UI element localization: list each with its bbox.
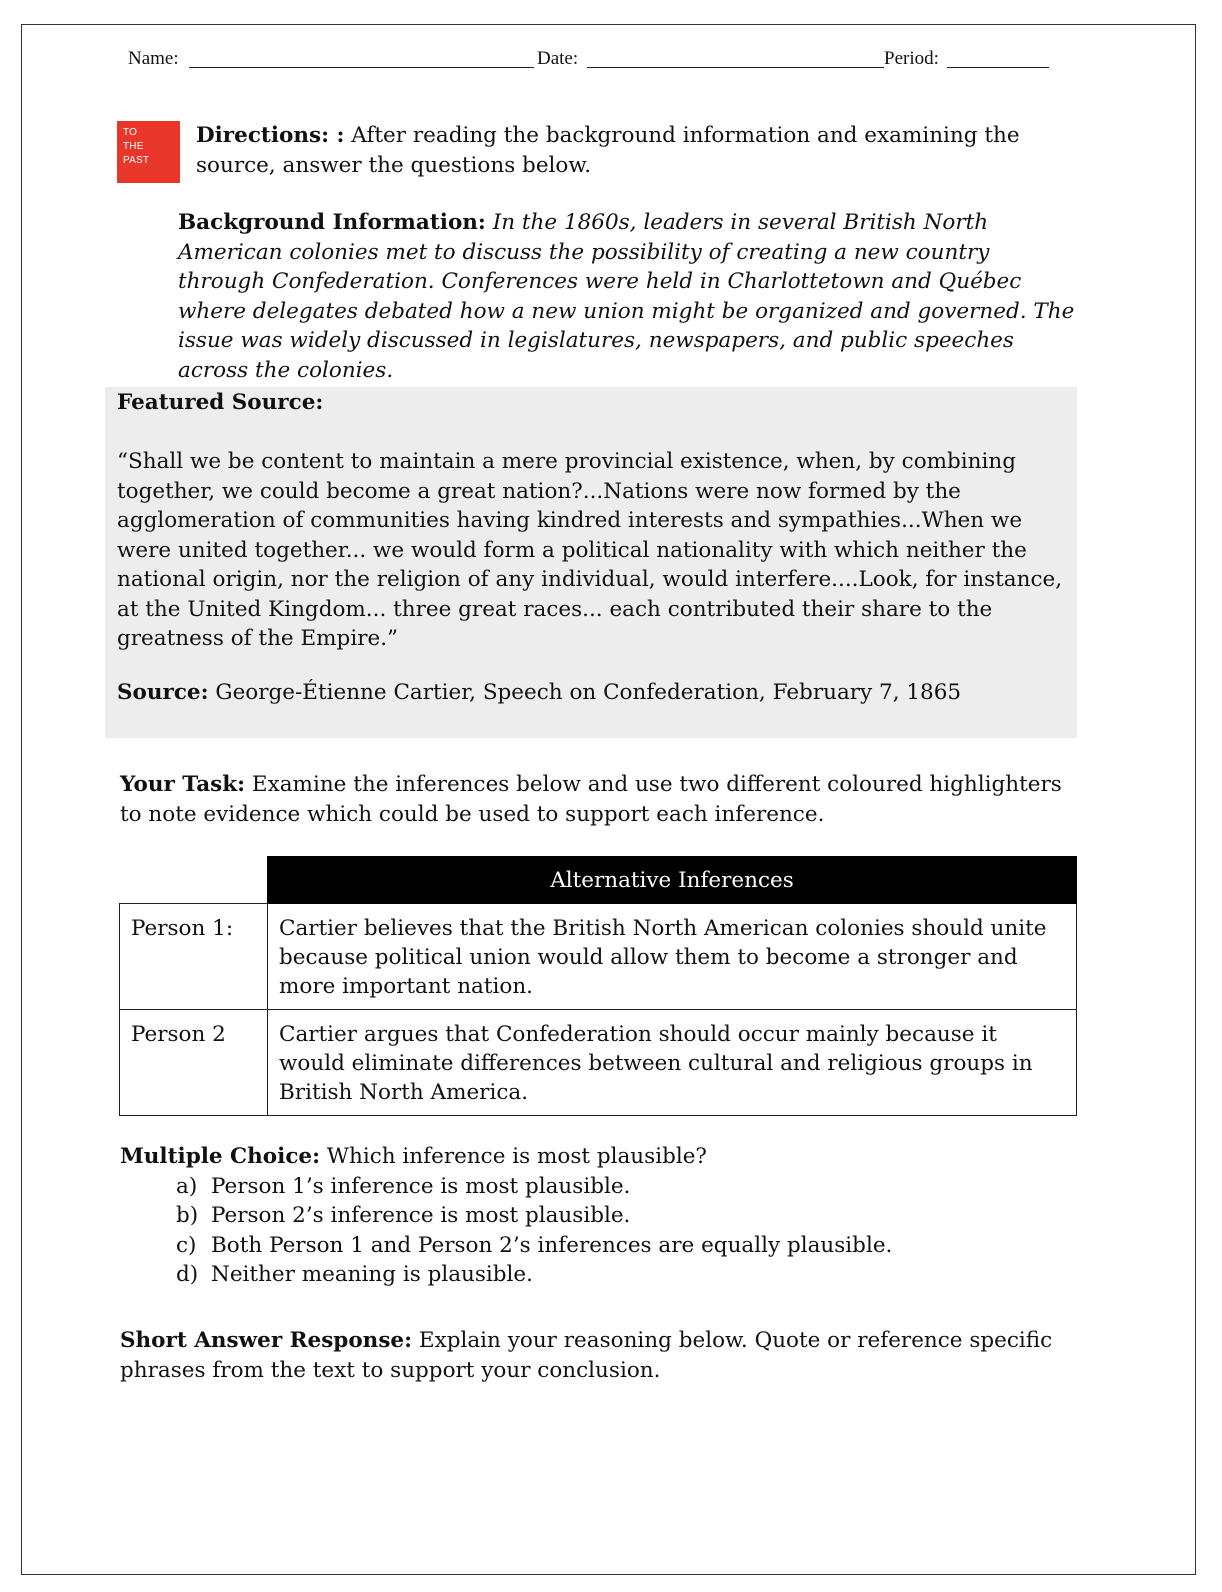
period-label: Period: (884, 48, 939, 69)
featured-source-label: Featured Source: (117, 390, 324, 415)
table-corner (120, 857, 268, 904)
person-1-label: Person 1: (120, 904, 268, 1010)
name-field[interactable] (189, 67, 534, 68)
mc-option-c[interactable] (176, 1231, 1080, 1261)
date-label: Date: (537, 48, 579, 69)
inferences-table (119, 856, 1077, 1116)
date-field[interactable] (587, 67, 884, 68)
option-text: Neither meaning is plausible. (211, 1262, 533, 1287)
option-letter: b) (176, 1203, 199, 1228)
name-label: Name: (128, 48, 179, 69)
short-answer-text: Explain your reasoning below. Quote or reference specific phrases from the text to support your conclusion. (120, 1328, 1053, 1383)
logo-line-2: THE (123, 141, 144, 152)
background-text: In the 1860s, leaders in several British North American colonies met to discuss the possibility of creating a new country through Confederation. Conferences were held in Charlottetown and Québec where delegates debated how a new union might be organized and governed. The issue was widely discussed in legislatures, newspapers, and public speeches across the colonies. (178, 210, 1075, 383)
short-answer (120, 1326, 1080, 1386)
source-citation (117, 680, 961, 705)
directions-label: Directions: : (196, 123, 345, 148)
mc-option-a[interactable] (176, 1172, 1080, 1202)
table-row (120, 904, 1077, 1010)
background-label: Background Information: (178, 210, 486, 235)
mc-option-b[interactable] (176, 1201, 1080, 1231)
directions (196, 121, 1096, 181)
source-text: George-Étienne Cartier, Speech on Confederation, February 7, 1865 (215, 680, 962, 705)
to-the-past-logo (117, 121, 180, 183)
short-answer-label: Short Answer Response: (120, 1328, 413, 1353)
person-2-inference: Cartier argues that Confederation should occur mainly because it would eliminate differences between cultural and religious groups in British North America. (268, 1010, 1077, 1116)
option-text: Both Person 1 and Person 2’s inferences are equally plausible. (211, 1232, 893, 1258)
option-letter: d) (176, 1262, 199, 1287)
header-fields (128, 48, 1068, 74)
mc-question: Which inference is most plausible? (326, 1144, 707, 1169)
option-text: Person 1’s inference is most plausible. (211, 1173, 631, 1199)
mc-options (120, 1172, 1080, 1290)
mc-question-line (120, 1142, 1080, 1172)
task-text: Examine the inferences below and use two different coloured highlighters to note evidence which could be used to support each inference. (120, 772, 1062, 827)
option-letter: a) (176, 1173, 198, 1199)
mc-option-d[interactable] (176, 1260, 1080, 1290)
mc-label: Multiple Choice: (120, 1144, 321, 1169)
directions-text: After reading the background information and examining the source, answer the questions below. (196, 123, 1020, 178)
inferences-header: Alternative Inferences (268, 857, 1077, 904)
logo-line-3: PAST (123, 155, 150, 166)
option-text: Person 2’s inference is most plausible. (211, 1203, 631, 1228)
featured-source-box (105, 387, 1077, 738)
period-field[interactable] (947, 67, 1049, 68)
logo-line-1: TO (123, 127, 138, 138)
multiple-choice (120, 1142, 1080, 1290)
source-quote: “Shall we be content to maintain a mere provincial existence, when, by combining together, we could become a great nation?...Nations were now formed by the agglomeration of communities having kindred interests and sympathies...When we were united together... we would form a political nationality with which neither the national origin, nor the religion of any individual, would interfere....Look, for instance, at the United Kingdom... three great races... each contributed their share to the greatness of the Empire.” (117, 449, 1063, 651)
your-task (120, 770, 1080, 830)
person-2-label: Person 2 (120, 1010, 268, 1116)
task-label: Your Task: (120, 772, 246, 797)
table-row (120, 1010, 1077, 1116)
source-label: Source: (117, 680, 209, 705)
background-information (178, 208, 1083, 385)
person-1-inference: Cartier believes that the British North American colonies should unite because political union would allow them to become a stronger and more important nation. (268, 904, 1077, 1010)
option-letter: c) (176, 1232, 197, 1258)
